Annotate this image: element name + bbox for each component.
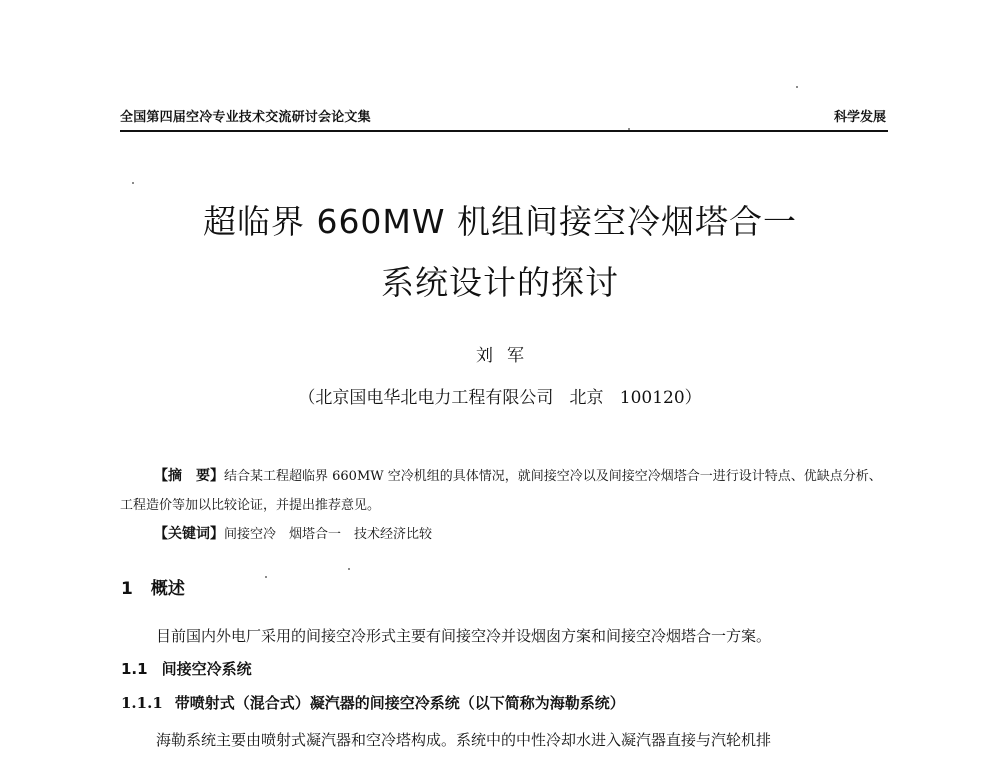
paper-title-line-2: 系统设计的探讨 — [381, 263, 619, 302]
keywords-label: 【关键词】 — [154, 526, 224, 542]
section-number: 1.1 — [121, 660, 148, 678]
abstract-block — [120, 462, 890, 549]
scan-speck — [348, 568, 350, 570]
section-title: 概述 — [150, 579, 185, 599]
section-number: 1.1.1 — [121, 694, 163, 712]
running-header — [120, 106, 888, 132]
scan-speck — [265, 576, 267, 578]
abstract-label: 【摘 要】 — [154, 468, 224, 484]
body-paragraph: 海勒系统主要由喷射式凝汽器和空冷塔构成。系统中的中性冷却水进入凝汽器直接与汽轮机排 — [156, 731, 772, 749]
scan-speck — [796, 86, 798, 88]
section-heading-1 — [121, 574, 185, 599]
section-heading-1-1 — [121, 658, 252, 679]
author-name: 刘军 — [476, 346, 538, 366]
journal-title: 全国第四届空冷专业技术交流研讨会论文集 — [120, 110, 371, 125]
section-heading-1-1-1 — [121, 692, 625, 713]
section-title: 带喷射式（混合式）凝汽器的间接空冷系统（以下简称为海勒系统） — [174, 694, 625, 712]
section-number: 1 — [121, 579, 133, 599]
abstract-text: 结合某工程超临界 660MW 空冷机组的具体情况，就间接空冷以及间接空冷烟塔合一进行设计特点、优缺点分析、工程造价等加以比较论证，并提出推荐意见。 — [120, 469, 882, 513]
scan-speck — [628, 128, 630, 130]
scan-speck — [132, 182, 134, 184]
body-paragraph: 目前国内外电厂采用的间接空冷形式主要有间接空冷并设烟囱方案和间接空冷烟塔合一方案。 — [156, 627, 772, 645]
author-affiliation: （北京国电华北电力工程有限公司 北京 100120） — [298, 388, 702, 408]
abstract-paragraph — [120, 462, 890, 520]
section-title: 间接空冷系统 — [161, 660, 252, 678]
keywords-paragraph — [120, 520, 890, 549]
paper-title-line-1: 超临界 660MW 机组间接空冷烟塔合一 — [202, 202, 798, 241]
section-category: 科学发展 — [833, 110, 886, 125]
keywords-text: 间接空冷 烟塔合一 技术经济比较 — [224, 527, 433, 542]
